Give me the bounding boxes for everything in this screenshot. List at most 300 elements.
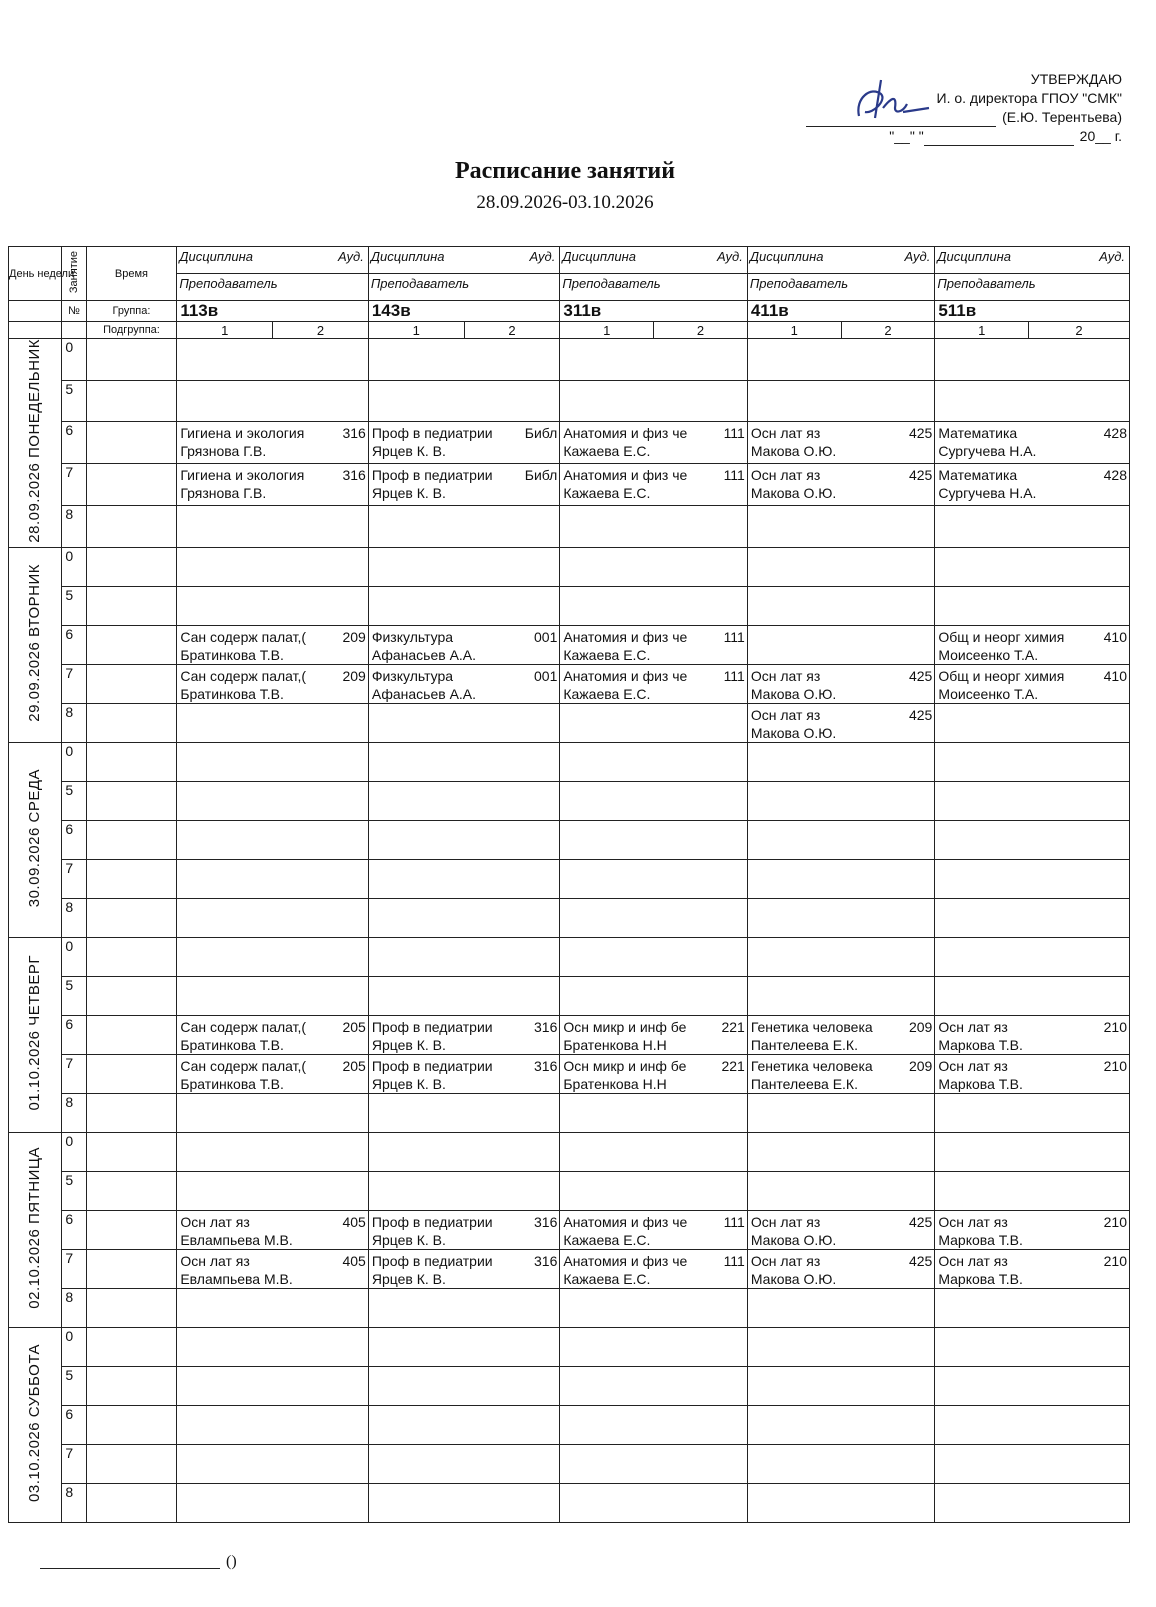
schedule-cell <box>368 703 560 742</box>
schedule-cell <box>560 1444 747 1483</box>
lesson-number: 5 <box>62 976 86 1015</box>
discipline: Осн лат яз <box>938 1057 1008 1074</box>
day-label: 29.09.2026 ВТОРНИК <box>26 563 44 722</box>
teacher: Моисеенко Т.А. <box>938 685 1039 702</box>
time-cell <box>86 1015 177 1054</box>
class-entry <box>369 1211 560 1249</box>
class-entry <box>935 1016 1129 1054</box>
schedule-cell <box>560 1171 747 1210</box>
schedule-cell <box>177 1366 369 1405</box>
teacher: Маркова Т.В. <box>938 1075 1023 1092</box>
subgroup-1: 1 <box>747 322 841 339</box>
schedule-cell <box>560 703 747 742</box>
schedule-cell <box>177 664 369 703</box>
discipline: Общ и неорг химия <box>938 667 1065 684</box>
schedule-cell <box>177 742 369 781</box>
class-entry <box>935 422 1129 460</box>
lesson-row <box>9 703 1130 742</box>
teacher: Афанасьев А.А. <box>371 646 477 663</box>
schedule-cell <box>560 742 747 781</box>
day-label-cell <box>9 742 62 937</box>
time-cell <box>86 1210 177 1249</box>
time-cell <box>86 339 177 381</box>
discipline-label: Дисциплина <box>370 249 445 264</box>
teacher-label: Преподаватель <box>370 276 470 291</box>
discipline: Сан содерж палат,( <box>180 1057 307 1074</box>
discipline: Проф в педиатрии <box>371 1252 493 1269</box>
class-entry <box>369 464 560 502</box>
time-header <box>86 247 177 301</box>
schedule-cell <box>747 703 934 742</box>
schedule-cell <box>368 1015 560 1054</box>
discipline: Осн лат яз <box>750 1213 821 1230</box>
schedule-cell <box>368 1171 560 1210</box>
room: 428 <box>1103 425 1127 442</box>
teacher-header <box>560 274 747 301</box>
class-entry <box>935 1055 1129 1093</box>
teacher-header <box>177 274 369 301</box>
discipline: Осн лат яз <box>180 1252 250 1269</box>
schedule-cell <box>935 898 1130 937</box>
room: 111 <box>723 628 745 645</box>
room: 209 <box>908 1057 933 1074</box>
room: 410 <box>1103 628 1127 645</box>
lesson-header-label: Занятие <box>68 250 81 294</box>
room: Библ <box>524 467 558 484</box>
discipline: Гигиена и экология <box>180 425 305 442</box>
schedule-cell <box>935 1093 1130 1132</box>
group-label: Группа: <box>112 305 151 317</box>
approval-word: УТВЕРЖДАЮ <box>1030 71 1122 87</box>
time-cell <box>86 781 177 820</box>
schedule-cell <box>368 1327 560 1366</box>
lesson-row <box>9 547 1130 586</box>
room: 111 <box>723 467 745 484</box>
schedule-cell <box>560 1483 747 1522</box>
room: 221 <box>721 1018 745 1035</box>
teacher: Пантелеева Е.К. <box>750 1075 858 1092</box>
room: Библ <box>524 425 558 442</box>
teacher: Сургучева Н.А. <box>938 443 1037 460</box>
discipline: Осн лат яз <box>938 1252 1008 1269</box>
schedule-cell <box>560 586 747 625</box>
schedule-cell <box>560 1210 747 1249</box>
time-cell <box>86 1132 177 1171</box>
class-entry <box>369 1016 560 1054</box>
class-entry <box>177 626 368 664</box>
lesson-row <box>9 625 1130 664</box>
schedule-cell <box>177 1093 369 1132</box>
time-cell <box>86 976 177 1015</box>
teacher-label: Преподаватель <box>179 276 278 291</box>
schedule-cell <box>747 422 934 464</box>
schedule-cell <box>368 898 560 937</box>
schedule-cell <box>368 422 560 464</box>
room: 425 <box>908 425 933 442</box>
discipline-header <box>177 247 369 274</box>
schedule-cell <box>935 664 1130 703</box>
time-cell <box>86 1483 177 1522</box>
lesson-row <box>9 339 1130 381</box>
schedule-cell <box>368 820 560 859</box>
class-entry <box>369 422 560 460</box>
discipline: Математика <box>938 425 1018 442</box>
schedule-cell <box>935 1288 1130 1327</box>
room: 316 <box>534 1057 558 1074</box>
room: 209 <box>342 628 366 645</box>
num-label: № <box>68 305 80 317</box>
teacher: Грязнова Г.В. <box>180 443 267 460</box>
time-cell <box>86 937 177 976</box>
time-cell <box>86 898 177 937</box>
class-entry <box>935 464 1129 502</box>
day-label: 28.09.2026 ПОНЕДЕЛЬНИК <box>26 339 44 543</box>
schedule-cell <box>935 505 1130 547</box>
schedule-cell <box>560 625 747 664</box>
schedule-cell <box>368 339 560 381</box>
discipline: Анатомия и физ че <box>563 628 688 645</box>
schedule-cell <box>747 339 934 381</box>
teacher: Кажаева Е.С. <box>563 1270 651 1287</box>
discipline: Осн лат яз <box>938 1018 1008 1035</box>
lesson-row <box>9 505 1130 547</box>
teacher-label: Преподаватель <box>749 276 849 291</box>
schedule-cell <box>935 1366 1130 1405</box>
header-row-subgroups <box>9 322 1130 339</box>
schedule-cell <box>935 380 1130 422</box>
schedule-cell <box>935 586 1130 625</box>
teacher: Грязнова Г.В. <box>180 485 267 502</box>
schedule-cell <box>935 703 1130 742</box>
lesson-number: 5 <box>62 781 86 820</box>
class-entry <box>369 626 560 664</box>
schedule-cell <box>560 1015 747 1054</box>
schedule-cell <box>747 1132 934 1171</box>
schedule-cell <box>177 937 369 976</box>
schedule-cell <box>177 422 369 464</box>
lesson-row <box>9 1288 1130 1327</box>
schedule-cell <box>560 898 747 937</box>
schedule-cell <box>560 1093 747 1132</box>
class-entry <box>748 464 934 502</box>
teacher: Моисеенко Т.А. <box>938 646 1039 663</box>
schedule-cell <box>747 781 934 820</box>
teacher: Макова О.Ю. <box>750 1270 837 1287</box>
discipline: Сан содерж палат,( <box>180 1018 307 1035</box>
teacher: Евлампьева М.В. <box>180 1231 293 1248</box>
group-name: 511в <box>935 301 1130 322</box>
lesson-number: 5 <box>62 1366 86 1405</box>
discipline: Осн лат яз <box>750 1252 821 1269</box>
schedule-cell <box>177 859 369 898</box>
time-cell <box>86 1366 177 1405</box>
class-entry <box>935 626 1129 664</box>
group-name: 113в <box>177 301 369 322</box>
schedule-cell <box>935 976 1130 1015</box>
lesson-row <box>9 1327 1130 1366</box>
schedule-cell <box>368 1132 560 1171</box>
class-entry <box>560 1055 746 1093</box>
discipline: Осн микр и инф бе <box>563 1057 687 1074</box>
schedule-cell <box>368 505 560 547</box>
footer-line <box>40 1568 220 1569</box>
class-entry <box>935 1250 1129 1288</box>
lesson-number: 8 <box>62 1093 86 1132</box>
subgroup-2: 2 <box>841 322 935 339</box>
lesson-row <box>9 1132 1130 1171</box>
teacher: Ярцев К. В. <box>371 1231 446 1248</box>
schedule-cell <box>935 547 1130 586</box>
lesson-row <box>9 422 1130 464</box>
schedule-cell <box>177 1483 369 1522</box>
teacher: Пантелеева Е.К. <box>750 1036 858 1053</box>
schedule-table <box>8 246 1130 1523</box>
room: 111 <box>723 1252 745 1269</box>
teacher: Афанасьев А.А. <box>371 685 477 702</box>
schedule-cell <box>935 1015 1130 1054</box>
subgroup-1: 1 <box>177 322 273 339</box>
schedule-cell <box>177 1327 369 1366</box>
discipline-header <box>560 247 747 274</box>
schedule-cell <box>747 1210 934 1249</box>
lesson-row <box>9 380 1130 422</box>
schedule-cell <box>177 1249 369 1288</box>
class-entry <box>748 704 934 742</box>
schedule-cell <box>747 1171 934 1210</box>
teacher: Кажаева Е.С. <box>563 485 651 502</box>
empty-cell <box>62 322 86 339</box>
schedule-cell <box>177 1210 369 1249</box>
schedule-cell <box>368 1093 560 1132</box>
schedule-cell <box>368 1483 560 1522</box>
room: 205 <box>342 1057 366 1074</box>
lesson-number: 7 <box>62 464 86 506</box>
schedule-cell <box>560 339 747 381</box>
class-entry <box>748 1016 934 1054</box>
discipline: Анатомия и физ че <box>563 467 688 484</box>
day-label: 02.10.2026 ПЯТНИЦА <box>26 1146 44 1309</box>
day-label-cell <box>9 1132 62 1327</box>
discipline: Проф в педиатрии <box>371 1018 493 1035</box>
schedule-cell <box>747 1054 934 1093</box>
lesson-number: 7 <box>62 859 86 898</box>
room: 210 <box>1103 1213 1127 1230</box>
schedule-cell <box>560 422 747 464</box>
room: 209 <box>342 667 366 684</box>
room: 316 <box>534 1252 558 1269</box>
num-header <box>62 301 86 322</box>
room: 425 <box>908 1213 933 1230</box>
lesson-row <box>9 976 1130 1015</box>
schedule-cell <box>935 859 1130 898</box>
approval-position: И. о. директора ГПОУ "СМК" <box>936 90 1122 106</box>
schedule-cell <box>747 380 934 422</box>
discipline: Анатомия и физ че <box>563 1252 688 1269</box>
schedule-cell <box>747 547 934 586</box>
time-cell <box>86 1249 177 1288</box>
discipline: Генетика человека <box>750 1057 873 1074</box>
day-label: 03.10.2026 СУББОТА <box>26 1343 44 1502</box>
teacher: Братинкова Т.В. <box>180 685 284 702</box>
schedule-cell <box>368 976 560 1015</box>
lesson-row <box>9 820 1130 859</box>
subgroup-2: 2 <box>273 322 369 339</box>
time-cell <box>86 742 177 781</box>
schedule-cell <box>177 1132 369 1171</box>
room: 316 <box>342 467 366 484</box>
room: 425 <box>908 1252 933 1269</box>
time-cell <box>86 1327 177 1366</box>
schedule-cell <box>747 1327 934 1366</box>
schedule-cell <box>368 1210 560 1249</box>
teacher: Сургучева Н.А. <box>938 485 1037 502</box>
lesson-number: 0 <box>62 1327 86 1366</box>
discipline-label: Дисциплина <box>179 249 253 264</box>
room: 001 <box>534 628 558 645</box>
time-cell <box>86 664 177 703</box>
lesson-row <box>9 1054 1130 1093</box>
lesson-number: 8 <box>62 703 86 742</box>
discipline: Осн лат яз <box>750 467 821 484</box>
schedule-cell <box>368 742 560 781</box>
discipline: Анатомия и физ че <box>563 1213 688 1230</box>
schedule-cell <box>368 664 560 703</box>
group-name: 311в <box>560 301 747 322</box>
lesson-number: 7 <box>62 664 86 703</box>
class-entry <box>560 1211 746 1249</box>
teacher-label: Преподаватель <box>937 276 1036 291</box>
approval-name: (Е.Ю. Терентьева) <box>1002 109 1122 125</box>
room: 425 <box>908 467 933 484</box>
lesson-number: 8 <box>62 1288 86 1327</box>
schedule-cell <box>935 820 1130 859</box>
schedule-cell <box>935 1444 1130 1483</box>
discipline: Физкультура <box>371 628 454 645</box>
schedule-cell <box>935 1054 1130 1093</box>
lesson-number: 6 <box>62 1405 86 1444</box>
day-label-cell <box>9 937 62 1132</box>
group-name: 143в <box>368 301 560 322</box>
lesson-row <box>9 1366 1130 1405</box>
teacher: Ярцев К. В. <box>371 1270 446 1287</box>
schedule-cell <box>935 464 1130 506</box>
teacher-header <box>747 274 934 301</box>
teacher: Ярцев К. В. <box>371 485 446 502</box>
subgroup-2: 2 <box>654 322 748 339</box>
header-row-discipline <box>9 247 1130 274</box>
teacher: Ярцев К. В. <box>371 443 446 460</box>
lesson-row <box>9 1249 1130 1288</box>
teacher-label: Преподаватель <box>562 276 661 291</box>
discipline: Общ и неорг химия <box>938 628 1065 645</box>
schedule-cell <box>747 1249 934 1288</box>
schedule-cell <box>560 547 747 586</box>
teacher: Кажаева Е.С. <box>563 1231 651 1248</box>
discipline-label: Дисциплина <box>749 249 824 264</box>
class-entry <box>177 1016 368 1054</box>
room: 205 <box>342 1018 366 1035</box>
subgroup-header <box>86 322 177 339</box>
lesson-number: 8 <box>62 898 86 937</box>
subgroup-2: 2 <box>1029 322 1130 339</box>
schedule-cell <box>177 1405 369 1444</box>
lesson-row <box>9 1405 1130 1444</box>
subgroup-label: Подгруппа: <box>103 324 160 336</box>
teacher: Братинкова Т.В. <box>180 646 284 663</box>
teacher-header <box>368 274 560 301</box>
schedule-cell <box>935 1249 1130 1288</box>
day-label: 30.09.2026 СРЕДА <box>26 768 44 907</box>
schedule-cell <box>747 505 934 547</box>
schedule-cell <box>935 937 1130 976</box>
empty-cell <box>9 322 62 339</box>
schedule-cell <box>935 1405 1130 1444</box>
schedule-cell <box>177 625 369 664</box>
lesson-row <box>9 586 1130 625</box>
schedule-cell <box>368 547 560 586</box>
schedule-cell <box>560 1366 747 1405</box>
class-entry <box>748 1211 934 1249</box>
schedule-cell <box>747 1405 934 1444</box>
class-entry <box>369 1055 560 1093</box>
room: 410 <box>1103 667 1127 684</box>
lesson-number: 6 <box>62 820 86 859</box>
subgroup-1: 1 <box>560 322 654 339</box>
room: 316 <box>342 425 366 442</box>
discipline: Гигиена и экология <box>180 467 305 484</box>
class-entry <box>748 422 934 460</box>
schedule-cell <box>747 820 934 859</box>
discipline-label: Дисциплина <box>562 249 637 264</box>
lesson-number: 0 <box>62 547 86 586</box>
teacher: Макова О.Ю. <box>750 1231 837 1248</box>
teacher: Макова О.Ю. <box>750 443 837 460</box>
schedule-cell <box>935 1327 1130 1366</box>
lesson-number: 5 <box>62 586 86 625</box>
group-name: 411в <box>747 301 934 322</box>
class-entry <box>748 665 934 703</box>
discipline: Анатомия и физ че <box>563 425 688 442</box>
discipline: Генетика человека <box>750 1018 873 1035</box>
schedule-cell <box>560 781 747 820</box>
time-cell <box>86 703 177 742</box>
approval-date-right: 20__ г. <box>1079 128 1122 144</box>
lesson-number: 7 <box>62 1054 86 1093</box>
schedule-cell <box>935 1132 1130 1171</box>
schedule-cell <box>747 1483 934 1522</box>
schedule-cell <box>368 1366 560 1405</box>
discipline: Математика <box>938 467 1018 484</box>
lesson-row <box>9 859 1130 898</box>
schedule-cell <box>560 937 747 976</box>
lesson-number: 0 <box>62 1132 86 1171</box>
lesson-number: 6 <box>62 1015 86 1054</box>
time-cell <box>86 859 177 898</box>
time-cell <box>86 1444 177 1483</box>
aud-label: Ауд. <box>529 249 556 264</box>
teacher: Кажаева Е.С. <box>563 443 651 460</box>
discipline: Осн лат яз <box>180 1213 250 1230</box>
schedule-cell <box>368 1288 560 1327</box>
schedule-cell <box>177 703 369 742</box>
schedule-cell <box>177 586 369 625</box>
schedule-cell <box>935 1483 1130 1522</box>
lesson-number: 0 <box>62 937 86 976</box>
discipline-header <box>935 247 1130 274</box>
time-cell <box>86 464 177 506</box>
schedule-cell <box>368 380 560 422</box>
schedule-cell <box>935 339 1130 381</box>
